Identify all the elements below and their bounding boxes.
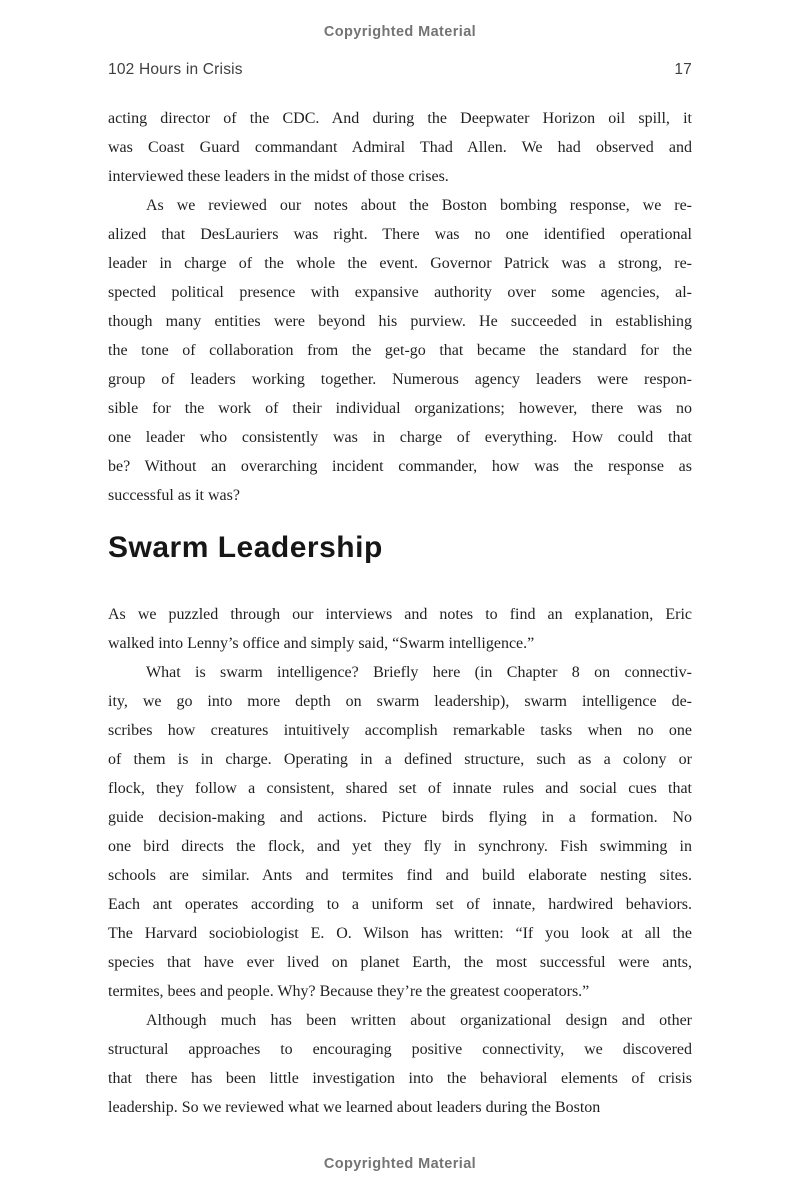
text-line: group of leaders working together. Numerous agency leaders were respon-	[108, 371, 692, 388]
text-line: guide decision-making and actions. Picture birds flying in a formation. No	[108, 809, 692, 826]
text-line: Each ant operates according to a uniform set of innate, hardwired behaviors.	[108, 896, 692, 913]
text-line: leader in charge of the whole the event. Governor Patrick was a strong, re-	[108, 255, 692, 272]
text-line: termites, bees and people. Why? Because they’re the greatest cooperators.”	[108, 983, 590, 1000]
page-number: 17	[674, 61, 692, 78]
text-line: spected political presence with expansive authority over some agencies, al-	[108, 284, 692, 301]
page-body	[108, 104, 692, 1122]
text-line: sible for the work of their individual organizations; however, there was no	[108, 400, 692, 417]
text-line: As we reviewed our notes about the Boston bombing response, we re-	[146, 197, 692, 214]
text-line: ity, we go into more depth on swarm leadership), swarm intelligence de-	[108, 693, 692, 710]
text-line: that there has been little investigation into the behavioral elements of crisis	[108, 1070, 692, 1087]
text-line: be? Without an overarching incident commander, how was the response as	[108, 458, 692, 475]
copyright-notice-top: Copyrighted Material	[323, 24, 477, 40]
text-line: one bird directs the flock, and yet they fly in synchrony. Fish swimming in	[108, 838, 692, 855]
body-paragraph	[108, 1006, 692, 1122]
text-line: was Coast Guard commandant Admiral Thad Allen. We had observed and	[108, 139, 692, 156]
text-line: one leader who consistently was in charge of everything. How could that	[108, 429, 692, 446]
text-line: acting director of the CDC. And during the Deepwater Horizon oil spill, it	[108, 110, 692, 127]
text-line: As we puzzled through our interviews and notes to find an explanation, Eric	[108, 606, 692, 623]
body-paragraph	[108, 658, 692, 1006]
text-line: structural approaches to encouraging positive connectivity, we discovered	[108, 1041, 692, 1058]
text-line: species that have ever lived on planet Earth, the most successful were ants,	[108, 954, 692, 971]
text-line: leadership. So we reviewed what we learned about leaders during the Boston	[108, 1099, 601, 1116]
text-line: interviewed these leaders in the midst of those crises.	[108, 168, 449, 185]
text-line: schools are similar. Ants and termites find and build elaborate nesting sites.	[108, 867, 692, 884]
text-line: of them is in charge. Operating in a defined structure, such as a colony or	[108, 751, 692, 768]
text-line: The Harvard sociobiologist E. O. Wilson has written: “If you look at all the	[108, 925, 692, 942]
body-paragraph	[108, 600, 692, 658]
section-heading: Swarm Leadership	[108, 531, 383, 564]
text-line: Although much has been written about organizational design and other	[146, 1012, 692, 1029]
text-line: the tone of collaboration from the get-go that became the standard for the	[108, 342, 692, 359]
text-line: scribes how creatures intuitively accomplish remarkable tasks when no one	[108, 722, 692, 739]
body-paragraph	[108, 104, 692, 191]
copyright-notice-bottom: Copyrighted Material	[323, 1156, 477, 1172]
text-line: What is swarm intelligence? Briefly here (in Chapter 8 on connectiv-	[146, 664, 692, 681]
text-line: alized that DesLauriers was right. There was no one identified operational	[108, 226, 692, 243]
running-header	[108, 61, 692, 79]
body-paragraph	[108, 191, 692, 510]
text-line: flock, they follow a consistent, shared set of innate rules and social cues that	[108, 780, 692, 797]
text-line: walked into Lenny’s office and simply said, “Swarm intelligence.”	[108, 635, 535, 652]
text-line: though many entities were beyond his purview. He succeeded in establishing	[108, 313, 692, 330]
running-header-title: 102 Hours in Crisis	[108, 61, 243, 78]
text-line: successful as it was?	[108, 487, 240, 504]
